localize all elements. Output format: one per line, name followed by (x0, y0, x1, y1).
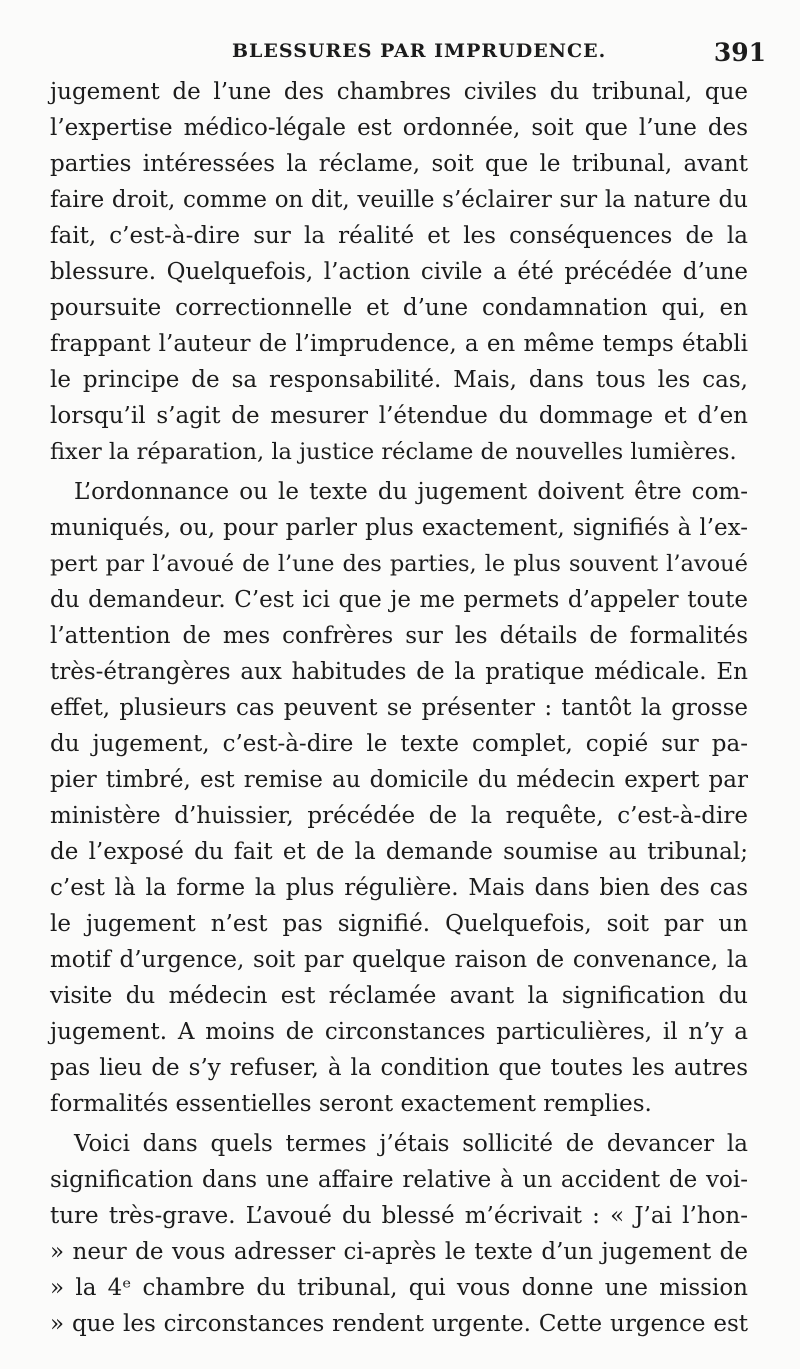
text-line: » neur de vous adresser ci-après le texte d’un jugement de (50, 1239, 748, 1265)
text-line: pert par l’avoué de l’une des parties, le plus souvent l’avoué (50, 551, 748, 577)
text-line: c’est là la forme la plus régulière. Mais dans bien des cas (50, 875, 748, 901)
text-line: effet, plusieurs cas peuvent se présenter : tantôt la grosse (50, 695, 748, 721)
text-line: du jugement, c’est-à-dire le texte complet, copié sur pa- (50, 731, 748, 757)
text-line: du demandeur. C’est ici que je me permets d’appeler toute (50, 587, 748, 613)
text-line: pier timbré, est remise au domicile du médecin expert par (50, 767, 748, 793)
text-line: faire droit, comme on dit, veuille s’éclairer sur la nature du (50, 187, 748, 213)
text-line: jugement. A moins de circonstances particulières, il n’y a (50, 1019, 748, 1045)
text-line: blessure. Quelquefois, l’action civile a été précédée d’une (50, 259, 748, 285)
running-title: BLESSURES PAR IMPRUDENCE. (232, 40, 607, 62)
text-line: pas lieu de s’y refuser, à la condition que toutes les autres (50, 1055, 748, 1081)
text-line: ministère d’huissier, précédée de la requête, c’est-à-dire (50, 803, 748, 829)
text-line: fait, c’est-à-dire sur la réalité et les conséquences de la (50, 223, 748, 249)
text-line: l’attention de mes confrères sur les détails de formalités (50, 623, 748, 649)
text-line: l’expertise médico-légale est ordonnée, soit que l’une des (50, 115, 748, 141)
text-line: le principe de sa responsabilité. Mais, dans tous les cas, (50, 367, 748, 393)
text-line: signification dans une affaire relative à un accident de voi- (50, 1167, 748, 1193)
page-number: 391 (713, 38, 766, 67)
text-line: » que les circonstances rendent urgente. Cette urgence est (50, 1311, 748, 1337)
text-line: de l’exposé du fait et de la demande soumise au tribunal; (50, 839, 748, 865)
text-line: frappant l’auteur de l’imprudence, a en même temps établi (50, 331, 748, 357)
text-line: jugement de l’une des chambres civiles du tribunal, que (50, 79, 748, 105)
text-line: Voici dans quels termes j’étais sollicité de devancer la (74, 1131, 748, 1157)
text-line: visite du médecin est réclamée avant la signification du (50, 983, 748, 1009)
text-line: formalités essentielles seront exactement remplies. (50, 1091, 652, 1117)
text-line: L’ordonnance ou le texte du jugement doivent être com- (74, 479, 748, 505)
text-line: poursuite correctionnelle et d’une condamnation qui, en (50, 295, 748, 321)
text-line: très-étrangères aux habitudes de la pratique médicale. En (50, 659, 748, 685)
text-line: fixer la réparation, la justice réclame de nouvelles lumières. (50, 439, 737, 465)
text-line: le jugement n’est pas signifié. Quelquefois, soit par un (50, 911, 748, 937)
text-line: muniqués, ou, pour parler plus exactement, signifiés à l’ex- (50, 515, 748, 541)
text-line: parties intéressées la réclame, soit que le tribunal, avant (50, 151, 748, 177)
text-line: motif d’urgence, soit par quelque raison de convenance, la (50, 947, 748, 973)
text-line: lorsqu’il s’agit de mesurer l’étendue du dommage et d’en (50, 403, 748, 429)
text-line: » la 4ᵉ chambre du tribunal, qui vous donne une mission (50, 1275, 748, 1301)
text-line: ture très-grave. L’avoué du blessé m’écrivait : « J’ai l’hon- (50, 1203, 748, 1229)
